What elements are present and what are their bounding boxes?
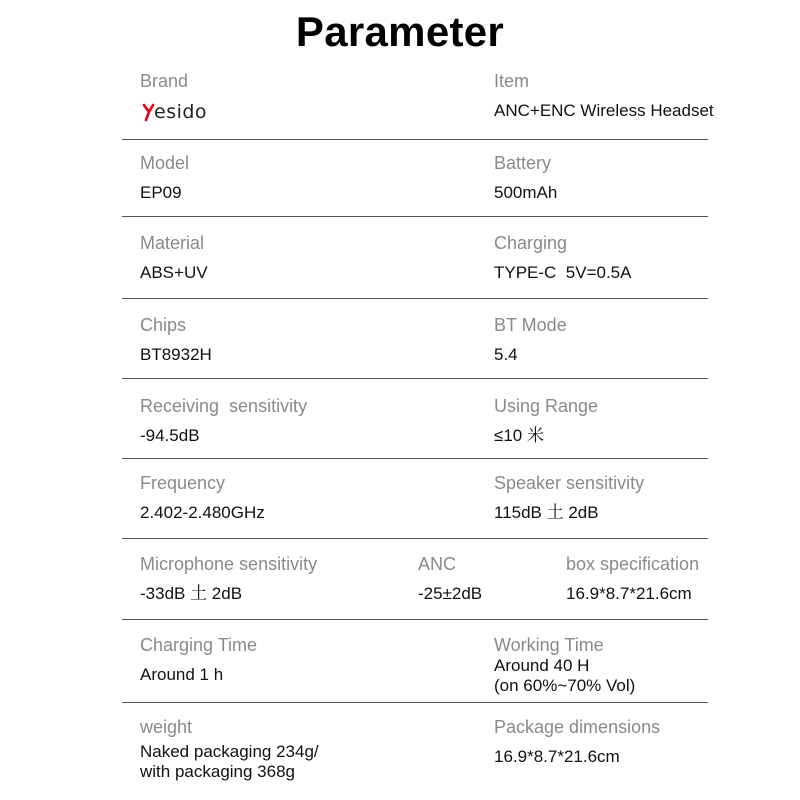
param-item [494, 70, 714, 122]
param-microphone-sensitivity [140, 553, 317, 605]
param-value: EP09 [140, 183, 182, 202]
param-value: -33dB 土 2dB [140, 584, 243, 603]
param-box-specification [566, 553, 699, 605]
param-label: Speaker sensitivity [494, 473, 645, 493]
param-label: Charging Time [140, 635, 258, 655]
param-row-chips [122, 314, 708, 379]
param-row-material [122, 232, 708, 299]
param-value: ≤10 米 [494, 426, 544, 445]
param-label: Material [140, 233, 205, 253]
param-label: BT Mode [494, 315, 567, 335]
svg-text:esido: esido [154, 101, 208, 123]
param-label: Charging [494, 233, 568, 253]
param-value: 115dB 土 2dB [494, 503, 599, 522]
param-brand [140, 70, 240, 123]
param-material [140, 232, 208, 284]
param-using-range [494, 395, 598, 447]
param-value: Naked packaging 234g/ with packaging 368g [140, 742, 319, 781]
param-weight [140, 716, 319, 782]
param-row-receiving [122, 395, 708, 459]
param-label: Frequency [140, 473, 226, 493]
param-row-frequency [122, 472, 708, 539]
param-value: 16.9*8.7*21.6cm [566, 584, 692, 603]
param-charging-time [140, 634, 257, 686]
param-value: Around 1 h [140, 665, 224, 684]
param-bt-mode [494, 314, 567, 366]
param-anc [418, 553, 482, 605]
param-value: 2.402-2.480GHz [140, 503, 265, 522]
param-battery [494, 152, 557, 204]
param-label: Receiving sensitivity [140, 396, 308, 416]
param-row-brand [122, 70, 714, 140]
param-value: BT8932H [140, 345, 212, 364]
param-value: -94.5dB [140, 426, 200, 445]
param-value: TYPE-C 5V=0.5A [494, 263, 632, 282]
param-speaker-sensitivity [494, 472, 644, 524]
param-receiving-sensitivity [140, 395, 307, 447]
param-label: Chips [140, 315, 187, 335]
brand-logo [140, 99, 240, 123]
param-package-dimensions [494, 716, 660, 768]
param-label: Working Time [494, 635, 604, 655]
param-label: Package dimensions [494, 717, 661, 737]
param-value: 16.9*8.7*21.6cm [494, 747, 620, 766]
page-title: Parameter [295, 8, 505, 55]
param-label: weight [140, 717, 193, 737]
param-row-microphone [122, 553, 708, 620]
param-row-model [122, 152, 708, 217]
param-row-weight [122, 716, 708, 796]
param-label: box specification [566, 554, 700, 574]
yesido-logo-icon [140, 99, 240, 123]
param-label: Model [140, 153, 190, 173]
param-value: 500mAh [494, 183, 558, 202]
param-label: Battery [494, 153, 552, 173]
param-chips [140, 314, 212, 366]
param-row-charging-time [122, 634, 708, 703]
param-frequency [140, 472, 265, 524]
param-label: Microphone sensitivity [140, 554, 318, 574]
param-model [140, 152, 189, 204]
param-value: -25±2dB [418, 584, 483, 603]
param-label: Brand [140, 71, 189, 91]
param-value: Around 40 H (on 60%~70% Vol) [494, 656, 636, 695]
param-label: Using Range [494, 396, 599, 416]
param-label: Item [494, 71, 530, 91]
param-value: ABS+UV [140, 263, 208, 282]
param-charging [494, 232, 631, 284]
param-working-time [494, 634, 635, 696]
param-value: ANC+ENC Wireless Headset [494, 101, 714, 120]
param-value: 5.4 [494, 345, 518, 364]
param-label: ANC [418, 554, 457, 574]
